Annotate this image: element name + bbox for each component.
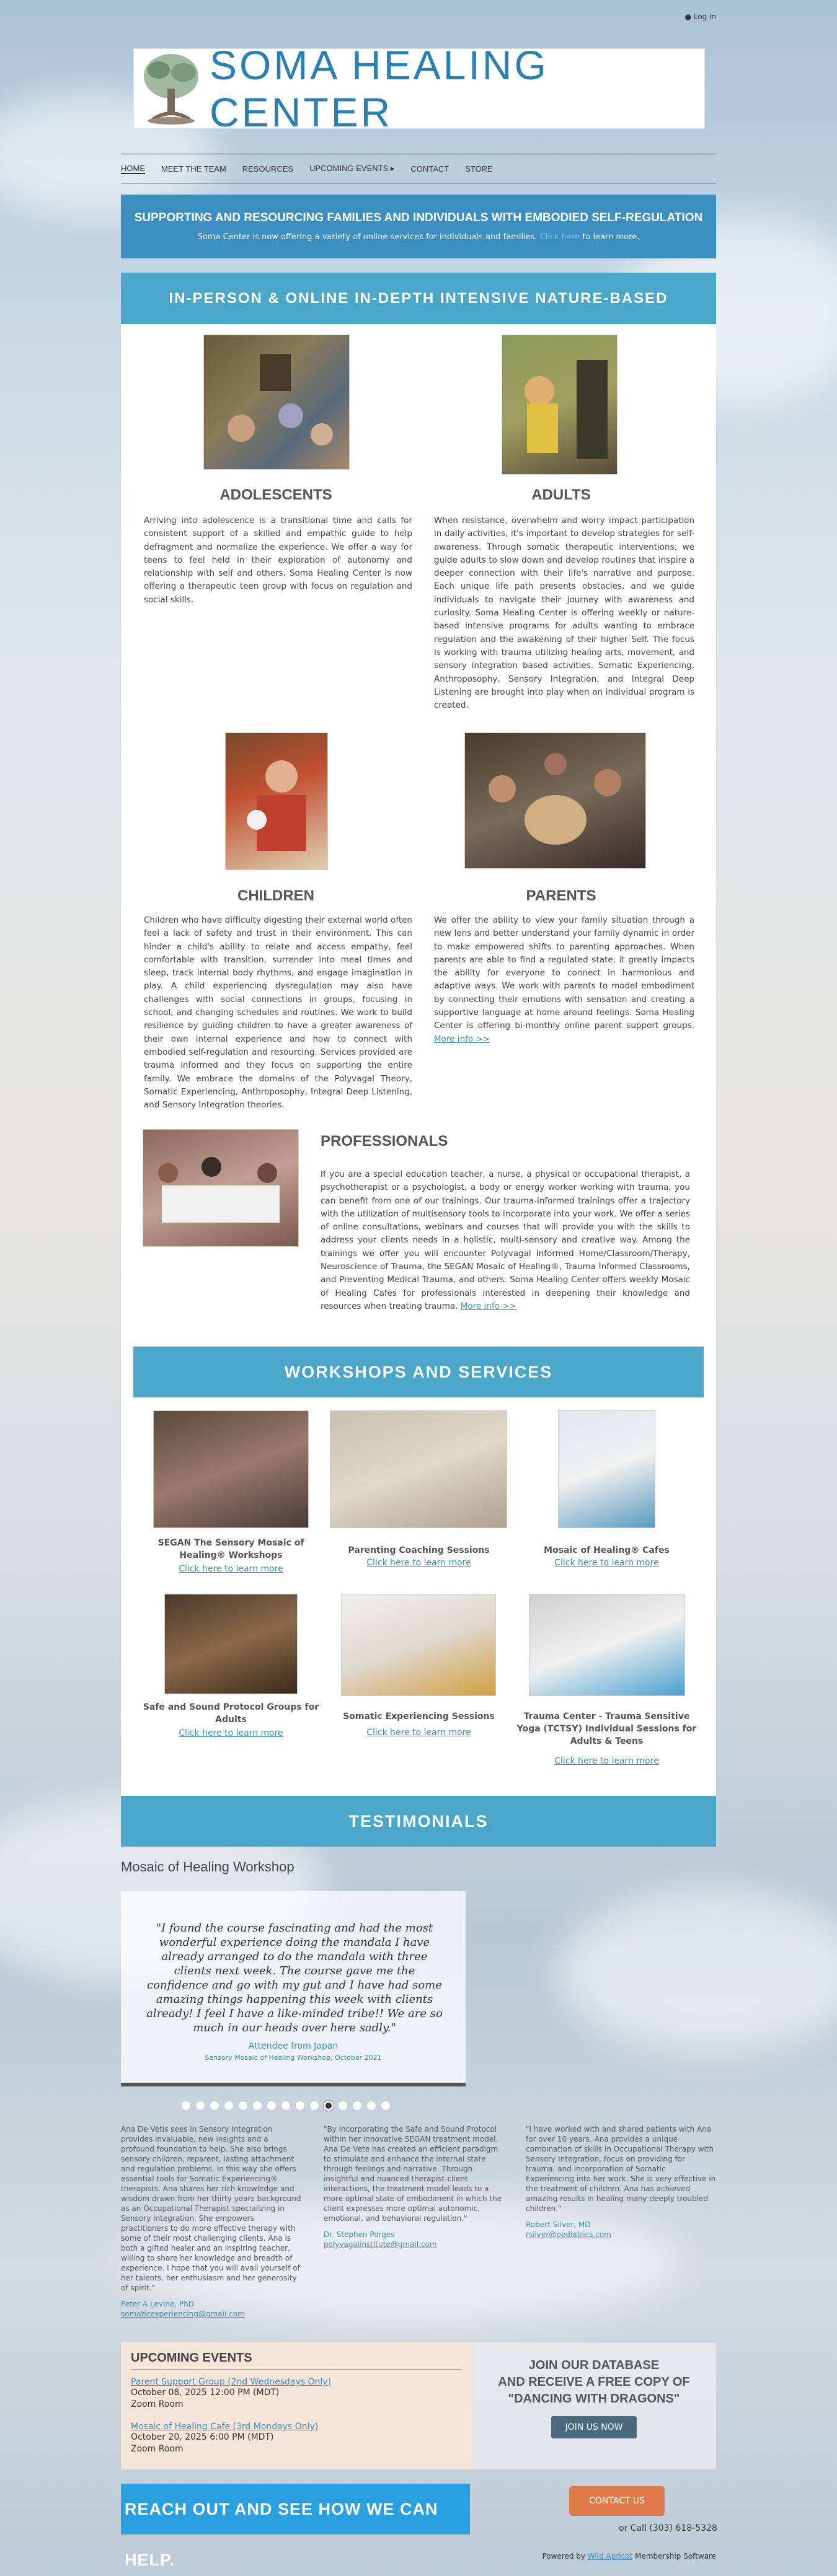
- slider-dot[interactable]: [267, 2101, 277, 2111]
- nav-store[interactable]: STORE: [465, 164, 493, 174]
- workshop-link-cafes[interactable]: Click here to learn more: [554, 1558, 659, 1568]
- event-location-1: Zoom Room: [131, 2399, 184, 2409]
- testimonial-author-2: Dr. Stephen Porges: [324, 2230, 395, 2239]
- reach-out-banner: REACH OUT AND SEE HOW WE CAN HELP.: [121, 2484, 470, 2534]
- adults-text: When resistance, overwhelm and worry impact participation in daily activities, it's important to develop strategies for self-awareness. Through somatic therapeutic interventions, we guide adults to slow down and develop routines that inspire a deeper connection with their life's narrative and purpose. Each unique life path presents obstacles, and we guide individuals to navigate their journey with awareness and curiosity. Soma Healing Center is offering weekly or nature-based intensive programs for adults wanting to embrace regulation and the awakening of their higher Self. The focus is working with trauma utilizing healing arts, movement, and sensory integration based activities. Somatic Experiencing, Anthroposophy, Sensory Integration, and Integral Deep Listening are brought into play when an individual program is created.: [434, 516, 694, 711]
- professionals-more-link[interactable]: More info >>: [460, 1301, 516, 1311]
- event-date-2: October 20, 2025 6:00 PM (MDT): [131, 2432, 274, 2442]
- workshop-title-somatic: Somatic Experiencing Sessions: [343, 1712, 495, 1721]
- nav-resources[interactable]: RESOURCES: [242, 164, 294, 174]
- adolescents-text: Arriving into adolescence is a transitional time and calls for consistent support of a skilled and empathic guide to help defragment and normalize the experience. We offer a way for teens to feel held in their exploration of autonomy and relationship with self and others. Soma Healing Center is now offering a therapeutic teen group with focus on regulation and social skills.: [144, 516, 412, 605]
- testimonial-author-3: Robert Silver, MD: [526, 2220, 591, 2229]
- testimonial-author: Attendee from Japan: [248, 2041, 339, 2051]
- workshop-photo-cafes: [558, 1410, 655, 1528]
- testimonials-heading: TESTIMONIALS: [121, 1796, 716, 1847]
- workshop-title-parenting: Parenting Coaching Sessions: [348, 1545, 490, 1555]
- slider-dot[interactable]: [309, 2101, 319, 2111]
- workshop-photo-yoga: [529, 1594, 685, 1696]
- banner-heading: SUPPORTING AND RESOURCING FAMILIES AND INDIVIDUALS WITH EMBODIED SELF-REGULATION: [134, 211, 703, 224]
- workshop-photo-parenting: [330, 1410, 507, 1528]
- adults-title: ADULTS: [531, 486, 591, 503]
- professionals-text: If you are a special education teacher, a nurse, a physical or occupational therapist, a psychotherapist or a psychologist, a body or energy worker working with trauma, you can benefit from one of our trainings. Our trauma-informed trainings offer a trajectory with the utilization of multisensory tools to incorporate into your work. We offer a series of online consultations, webinars and courses that will provide you with the skills to address your clients needs in a holistic, multi-sensory and creative way. Among the trainings we offer you will encounter Polyvagal Informed Home/Classroom/Therapy, Neuroscience of Trauma, the SEGAN Mosaic of Healing®, Trauma Informed Classrooms, and Preventing Medical Trauma, and others. Soma Healing Center offers weekly Mosaic of Healing Cafes for professionals interested in deepening their knowledge and resources when treating trauma. More info >>: [321, 1169, 690, 1311]
- event-date-1: October 08, 2025 12:00 PM (MDT): [131, 2388, 280, 2398]
- hero-banner: [121, 195, 716, 258]
- slider-dot[interactable]: [181, 2101, 191, 2111]
- workshop-photo-segan: [153, 1410, 309, 1528]
- testimonial-email-3[interactable]: rsilver@pediatrics.com: [526, 2230, 611, 2239]
- login-link[interactable]: [685, 12, 717, 21]
- children-text: Children who have difficulty digesting their external world often feel a lack of safety and trust in their environment. This can hinder a child's ability to relate and access empathy, feel comfortable with transition, surrender into meal times and sleep, track internal body rhythms, and engage imagination in play. A child experiencing dysregulation may also have challenges with social connections in groups, focusing in school, and changing schedules and routines. We work to build resilience by guiding children to have a greater awareness of their own internal experience and how to connect with embodied self-regulation and resourcing. Services provided are trauma informed and they focus on supporting the entire family. We embrace the domains of the Polyvagal Theory, Somatic Experiencing, Anthroposophy, Integral Deep Listening, and Sensory Integration theories.: [144, 915, 412, 1110]
- professionals-title: PROFESSIONALS: [321, 1133, 448, 1150]
- slider-dot[interactable]: [252, 2101, 262, 2111]
- parents-title: PARENTS: [526, 887, 596, 904]
- call-us-text: or Call (303) 618-5328: [619, 2523, 717, 2533]
- workshop-link-segan[interactable]: Click here to learn more: [179, 1564, 283, 1574]
- upcoming-events: [121, 2342, 472, 2469]
- workshop-link-ssp[interactable]: Click here to learn more: [179, 1728, 283, 1738]
- event-link-2[interactable]: Mosaic of Healing Cafe (3rd Mondays Only): [131, 2422, 319, 2432]
- nav-meet-the-team[interactable]: MEET THE TEAM: [161, 164, 226, 174]
- join-line-2: AND RECEIVE A FREE COPY OF "DANCING WITH DRAGONS": [498, 2375, 690, 2406]
- testimonial-column-3: "I have worked with and shared patients with Ana for over 10 years. Ana provides a unique combination of skills in Occupational Therapy with Sensory Integration, focus on providing for trauma, and incorporation of Somatic Experiencing into her work. She is very effective in the treatment of children. Ana has achieved amazing results in healing many deeply troubled children." Robert Silver, MD rsilver@pediatrics.com: [526, 2125, 716, 2239]
- join-database-box: [472, 2342, 716, 2469]
- nav-home[interactable]: HOME: [121, 163, 145, 173]
- programs-section: [121, 273, 716, 1800]
- testimonial-column-1: Ana De Vetis sees in Sensory Integration provides invaluable, new insights and a profound foundation to help. She also brings sensory children, reparent, lasting attachment and regulation problems. In this way she offers essential tools for Somatic Experiencing® therapists. Ana shares her rich knowledge and wisdom drawn from her thirty years background as an Occupational Therapist specializing in Sensory Integration. She empowers practitioners to do more effective therapy with some of their most challenging clients. Ana is both a gifted healer and an inspiring teacher, willing to share her knowledge and breadth of experience. I hope that you will avail yourself of her talents, her enthusiasm and her generosity of spirit." Peter A Levine, PhD somaticexperiencing@gmail.com: [121, 2125, 301, 2318]
- slider-dot[interactable]: [381, 2101, 391, 2111]
- professionals-photo: [143, 1129, 299, 1247]
- children-title: CHILDREN: [237, 887, 314, 904]
- slider-dot[interactable]: [366, 2101, 376, 2111]
- cloud-decoration: [558, 1890, 837, 2051]
- adolescents-photo: [203, 335, 350, 470]
- testimonial-quote: "I found the course fascinating and had the most wonderful experience doing the mandala I have already arranged to do the mandala with three clients next week. The course gave me the confidence and go with my gut and I have had some amazing things happening this week with clients already! I feel I have a like-minded tribe!! We are so much in our heads over here sadly.": [146, 1922, 443, 2034]
- workshop-title-segan: SEGAN The Sensory Mosaic of Healing® Workshops: [157, 1538, 304, 1560]
- parents-text: We offer the ability to view your family situation through a new lens and better understand your family dynamic in order to make empowered shifts to parenting approaches. When parents are able to find a regulated state, it greatly impacts the ability for everyone to connect in harmonious and adaptive ways. We work with parents to model embodiment by connecting their emotions with sensation and creating a supportive language at home around feelings. Soma Healing Center is offering bi-monthly online parent support groups. More info >>: [434, 915, 694, 1044]
- workshop-title-yoga: Trauma Center - Trauma Sensitive Yoga (TCTSY) Individual Sessions for Adults & Teens: [516, 1712, 697, 1746]
- slider-dot[interactable]: [238, 2101, 248, 2111]
- testimonial-author-sub: Sensory Mosaic of Healing Workshop, October 2021: [205, 2054, 382, 2062]
- slider-dot[interactable]: [224, 2101, 234, 2111]
- slider-dot[interactable]: [352, 2101, 362, 2111]
- workshops-heading: WORKSHOPS AND SERVICES: [133, 1347, 704, 1397]
- workshop-link-yoga[interactable]: Click here to learn more: [554, 1756, 659, 1766]
- testimonial-email-1[interactable]: somaticexperiencing@gmail.com: [121, 2310, 245, 2318]
- workshop-photo-somatic: [341, 1594, 496, 1696]
- contact-us-button[interactable]: CONTACT US: [569, 2486, 665, 2516]
- event-location-2: Zoom Room: [131, 2444, 184, 2454]
- testimonial-author-1: Peter A Levine, PhD: [121, 2300, 195, 2308]
- adolescents-title: ADOLESCENTS: [219, 486, 332, 503]
- slider-dot[interactable]: [281, 2101, 291, 2111]
- workshop-link-parenting[interactable]: Click here to learn more: [366, 1558, 471, 1568]
- workshop-title-cafes: Mosaic of Healing® Cafes: [544, 1545, 670, 1555]
- workshop-photo-ssp: [164, 1594, 298, 1694]
- nav-contact[interactable]: CONTACT: [410, 164, 450, 174]
- workshop-title-ssp: Safe and Sound Protocol Groups for Adults: [143, 1702, 319, 1725]
- join-line-1: JOIN OUR DATABASE: [528, 2358, 660, 2372]
- powered-by: Powered by Wild Apricot Membership Software: [542, 2552, 716, 2561]
- testimonial-slide: [121, 1891, 466, 2086]
- main-nav: [121, 154, 716, 183]
- workshop-link-somatic[interactable]: Click here to learn more: [366, 1728, 471, 1738]
- slider-pagination: [181, 2101, 391, 2111]
- slider-dot[interactable]: [338, 2101, 348, 2111]
- banner-text: Soma Center is now offering a variety of online services for individuals and families. Click here to learn more.: [197, 232, 640, 242]
- slider-dot[interactable]: [195, 2101, 205, 2111]
- parents-photo: [464, 732, 646, 869]
- children-photo: [225, 732, 328, 870]
- nav-upcoming-events[interactable]: UPCOMING EVENTS ▸: [309, 164, 395, 173]
- adults-photo: [502, 335, 618, 475]
- wild-apricot-link[interactable]: Wild Apricot: [587, 2552, 633, 2561]
- slider-dot[interactable]: [210, 2101, 219, 2111]
- event-link-1[interactable]: Parent Support Group (2nd Wednesdays Only): [131, 2377, 332, 2387]
- programs-heading: IN-PERSON & ONLINE IN-DEPTH INTENSIVE NATURE-BASED PROGRAMS: [121, 273, 716, 324]
- testimonial-slide-title: Mosaic of Healing Workshop: [121, 1859, 294, 1875]
- join-us-button[interactable]: JOIN US NOW: [551, 2416, 636, 2438]
- user-icon: ●: [684, 12, 691, 21]
- tree-logo-icon: [140, 51, 202, 126]
- events-heading: UPCOMING EVENTS: [131, 2351, 462, 2370]
- slider-dot[interactable]: [324, 2101, 334, 2111]
- banner-link[interactable]: Click here: [539, 232, 580, 242]
- site-logo[interactable]: [133, 42, 705, 135]
- logo-text: SOMA HEALING CENTER: [210, 42, 549, 135]
- slider-dot[interactable]: [295, 2101, 305, 2111]
- login-label[interactable]: Log in: [693, 12, 716, 21]
- testimonial-column-2: "By incorporating the Safe and Sound Protocol within her innovative SEGAN treatment model, Ana De Vete has created an efficient paradigm to stimulate and enhance the internal state through feelings and narrative. Through insightful and nuanced therapist-client interactions, the treatment model leads to a more optimal state of embodiment in which the client expresses more optimal autonomic, emotional, and behavioral regulation." Dr. Stephen Porges polyvagalinstitute@gmail.com: [324, 2124, 505, 2249]
- testimonial-email-2[interactable]: polyvagalinstitute@gmail.com: [324, 2240, 437, 2249]
- parents-more-link[interactable]: More info >>: [434, 1034, 490, 1044]
